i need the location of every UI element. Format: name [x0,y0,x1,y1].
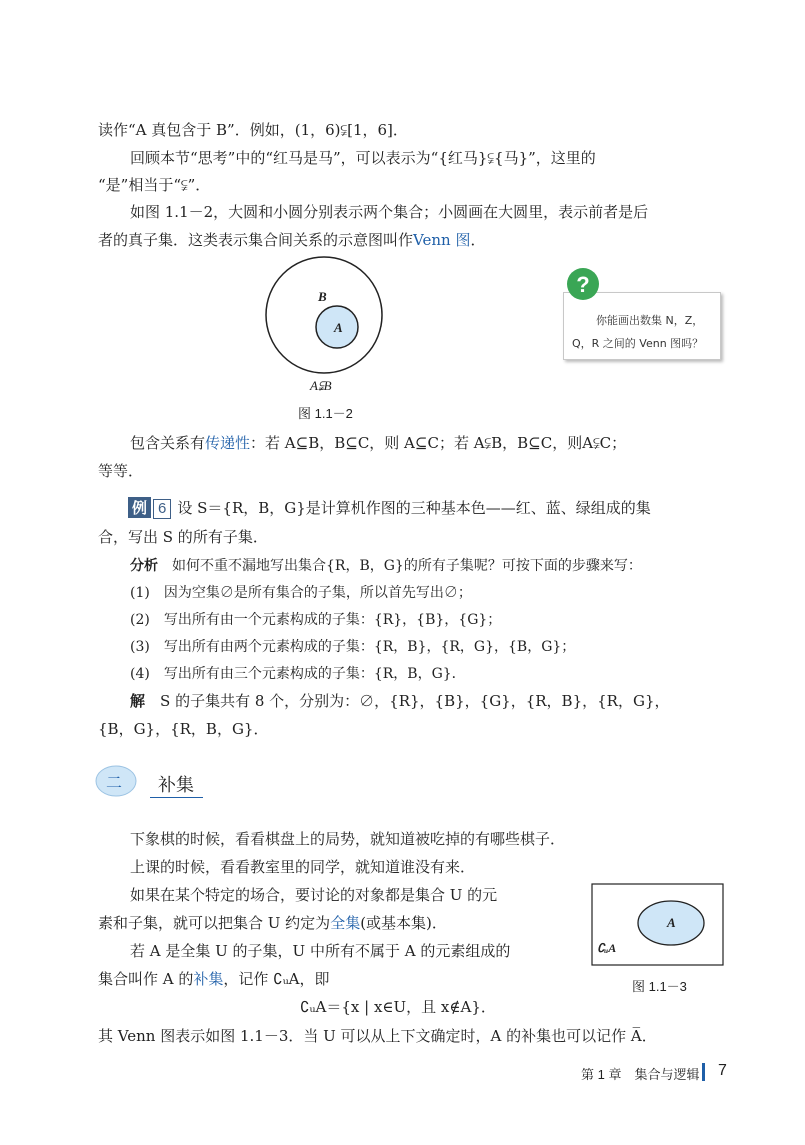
text-line [98,229,485,250]
analysis-line: (4) 写出所有由三个元素构成的子集：{R，B，G}． [130,666,466,682]
label-complement: ∁ᵤA [597,941,617,955]
text-fragment: 如何不重不漏地写出集合{R，B，G}的所有子集呢？可按下面的步骤来写： [172,558,642,574]
term-universal-set: 全集 [330,914,361,932]
label-a: A [334,320,343,335]
text-fragment: ，记作 ∁ᵤA，即 [223,970,330,988]
analysis-line: (1) 因为空集∅是所有集合的子集，所以首先写出∅； [130,585,472,601]
text-line: 如图 1.1－2，大圆和小圆分别表示两个集合；小圆画在大圆里，表示前者是后 [130,203,649,221]
text-fragment: ：若 A⊆B，B⊆C，则 A⊆C；若 A⫋B，B⊆C，则A⫋C； [250,434,627,452]
text-fragment: 包含关系有 [130,434,206,452]
text-line: 读作“A 真包含于 B”．例如，(1，6)⫋[1，6]． [98,121,408,139]
text-line: 若 A 是全集 U 的子集，U 中所有不属于 A 的元素组成的 [130,942,511,960]
page-number: 7 [718,1062,727,1079]
text-line: “是”相当于“⫋”． [98,176,211,194]
label-a: A [667,915,676,930]
text-line: 如果在某个特定的场合，要讨论的对象都是集合 U 的元 [130,886,498,904]
text-fragment: S 的子集共有 8 个，分别为：∅，{R}，{B}，{G}，{R，B}，{R，G}， [160,692,670,710]
text-fragment: (或基本集)． [360,914,447,932]
formula: ∁ᵤA＝{x | x∈U，且 x∉A}． [300,998,496,1016]
text-line: 其 Venn 图表示如图 1.1－3．当 U 可以从上下文确定时，A 的补集也可以记作 A̅． [98,1027,657,1045]
text-line [98,968,330,989]
relation-label: A⫋B [310,378,332,393]
text-line [98,912,447,933]
section-underline [150,797,203,798]
venn-diagram-subset [262,253,387,378]
analysis-line [130,555,642,575]
text-line: 下象棋的时候，看看棋盘上的局势，就知道被吃掉的有哪些棋子． [130,830,566,848]
text-line: 上课的时候，看看教室里的同学，就知道谁没有来． [130,858,476,876]
example-number: 6 [153,499,171,519]
term-venn: Venn 图 [413,231,471,249]
figure-caption: 图 1.1－3 [632,979,687,994]
question-line: Q，R 之间的 Venn 图吗？ [572,337,704,350]
footer-chapter: 第 1 章 集合与逻辑 [581,1067,700,1082]
analysis-line: (2) 写出所有由一个元素构成的子集：{R}，{B}，{G}； [130,612,502,628]
solution-line [130,690,669,711]
figure-caption: 图 1.1－2 [298,406,353,421]
question-box [563,292,721,360]
text-line [130,432,626,453]
footer-divider [702,1063,705,1081]
text-line: 合，写出 S 的所有子集． [98,528,268,546]
text-line: 等等． [98,462,144,480]
text-line: {B，G}，{R，B，G}． [98,720,269,738]
example-badge: 例 [128,497,151,518]
text-fragment: 集合叫作 A 的 [98,970,194,988]
question-line: 你能画出数集 N，Z， [596,314,704,327]
section-number: 二 [106,773,123,792]
text-fragment: 素和子集，就可以把集合 U 约定为 [98,914,331,932]
text-line: 回顾本节“思考”中的“红马是马”，可以表示为“{红马}⫋{马}”，这里的 [130,149,596,167]
analysis-line: (3) 写出所有由两个元素构成的子集：{R，B}，{R，G}，{B，G}； [130,639,576,655]
analysis-label: 分析 [130,557,158,573]
term-complement: 补集 [193,970,224,988]
label-b: B [318,289,327,304]
section-title: 补集 [158,775,194,795]
text-fragment: 者的真子集．这类表示集合间关系的示意图叫作 [98,231,414,249]
term-transitivity: 传递性 [205,434,251,452]
text-fragment: 设 S＝{R，B，G}是计算机作图的三种基本色——红、蓝、绿组成的集 [177,499,651,517]
text-fragment: ． [470,231,486,249]
solution-label: 解 [130,693,146,710]
example-heading [128,497,651,519]
question-icon [565,266,601,302]
question-icon-glyph: ? [576,272,590,297]
